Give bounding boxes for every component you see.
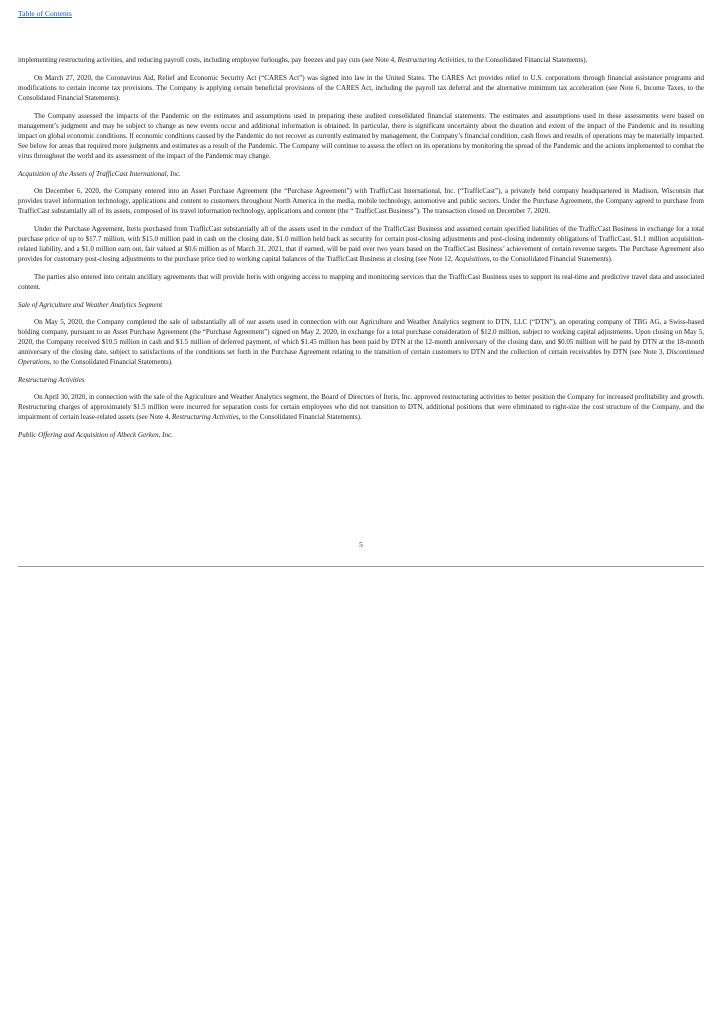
note-reference: Restructuring Activities — [397, 56, 465, 64]
section-heading-agriculture-sale: Sale of Agriculture and Weather Analytics Segment — [18, 300, 163, 309]
section-heading-public-offering: Public Offering and Acquisition of Albeck Gerken, Inc. — [18, 430, 173, 439]
paragraph-restructuring-activities: On April 30, 2020, in connection with the sale of the Agriculture and Weather Analytics segment, the Board of Directors of Iteris, Inc. approved restructuring activities to better position the Company for increased profitability and growth. Restructuring charges of approximately $1.5 million were incurred for separation costs for certain employees who did not transition to DTN, additional positions that were eliminated to right-size the cost structure of the Company, and the impairment of certain lease-related assets (see Note 4, Restructuring Activities, to the Consolidated Financial Statements). — [18, 392, 704, 422]
section-heading-restructuring: Restructuring Activities — [18, 376, 85, 384]
table-of-contents-link[interactable]: Table of Contents — [18, 9, 72, 18]
paragraph-cares-act: On March 27, 2020, the Coronavirus Aid, Relief and Economic Security Act (“CARES Act”) was signed into law in the United States. The CARES Act provides relief to U.S. corporations through financial assistance programs and modifications to certain income tax provisions. The Company is applying certain beneficial provisions of the CARES Act, including the payroll tax deferral and the alternative minimum tax acceleration (see Note 6, Income Taxes, to the Consolidated Financial Statements). — [18, 73, 704, 102]
note-reference: Acquisitions — [454, 255, 490, 264]
paragraph-trafficcast-agreement: On December 6, 2020, the Company entered into an Asset Purchase Agreement (the “Purchase Agreement”) with TrafficCast International, Inc. (“TrafficCast”), a privately held company headquartered in Madison, Wisconsin that provides travel information technology, applications and content to customers throughout North America in the media, mobile technology, automotive and public sectors. Under the Purchase Agreement, the Company agreed to purchase from TrafficCast substantially all of its assets, composed of its travel information technology, applications and content (the “ TrafficCast Business”). The transaction closed on December 7, 2020. — [18, 186, 704, 216]
note-reference: Restructuring Activities — [172, 413, 239, 422]
paragraph-agriculture-sale: On May 5, 2020, the Company completed the sale of substantially all of our assets used in connection with our Agriculture and Weather Analytics segment to DTN, LLC (“DTN”), an operating company of TBG AG, a Swiss-based holding company, pursuant to an Asset Purchase Agreement (the “Purchase Agreement”) signed on May 2, 2020, in exchange for a total purchase consideration of $12.0 million, subject to working capital adjustments. Upon closing on May 5, 2020, the Company received $10.5 million in cash and $1.5 million of deferred payment, of which $1.45 million has been paid by DTN at the 12-month anniversary of the closing date, and $0.05 million will be paid by DTN at the 18-month anniversary of the closing date, subject to satisfactions of the conditions set forth in the Purchase Agreement relating to the transition of certain customers to DTN and the collection of certain receivables by DTN (see Note 3, Discontinued Operations, to the Consolidated Financial Statements). — [18, 317, 704, 367]
page-number: 5 — [359, 540, 363, 549]
paragraph-restructuring-intro: implementing restructuring activities, and reducing payroll costs, including employee furloughs, pay freezes and pay cuts (see Note 4, Restructuring Activities, to the Consolidated Financial Statements). — [18, 56, 588, 64]
note-reference: Discontinued Operations — [18, 348, 704, 367]
page-divider — [18, 566, 704, 567]
paragraph-trafficcast-purchase: Under the Purchase Agreement, Iteris purchased from TrafficCast substantially all of the assets used in the conduct of the TrafficCast Business and assumed certain specified liabilities of the TrafficCast Business in exchange for a total purchase price of up to $17.7 million, with $15.0 million paid in cash on the closing date, $1.0 million held back as security for certain post-closing adjustments and post-closing indemnity obligations of TrafficCast, $1.1 million acquisition-related liability, and a $1.0 million earn out, fair valued at $0.6 million as of March 31, 2021, that if earned, will be paid over two years based on the TrafficCast Business’ achievement of certain revenue targets. The Purchase Agreement also provides for customary post-closing adjustments to the purchase price tied to working capital balances of the TrafficCast Business at closing (see Note 12, Acquisitions, to the Consolidated Financial Statements). — [18, 224, 704, 264]
section-heading-trafficcast: Acquisition of the Assets of TrafficCast International, Inc. — [18, 170, 181, 178]
document-body — [18, 55, 704, 447]
paragraph-pandemic-assessment: The Company assessed the impacts of the Pandemic on the estimates and assumptions used in preparing these audited consolidated financial statements. The estimates and assumptions used in these assessments were based on management’s judgment and may be subject to change as new events occur and additional information is obtained. In particular, there is significant uncertainty about the duration and extent of the impact of the Pandemic and its resulting impact on global economic conditions. If economic conditions caused by the Pandemic do not recover as currently estimated by management, the Company’s financial condition, cash flows and results of operations may be materially impacted. See below for areas that required more judgments and estimates as a result of the Pandemic. The Company will continue to assess the effect on its operations by monitoring the spread of the Pandemic and the actions implemented to combat the virus throughout the world and its assessment of the impact of the Pandemic may change. — [18, 111, 704, 161]
paragraph-ancillary-agreements: The parties also entered into certain ancillary agreements that will provide Iteris with ongoing access to mapping and monitoring services that the TrafficCast Business uses to support its real-time and predictive travel data and associated content. — [18, 273, 704, 292]
